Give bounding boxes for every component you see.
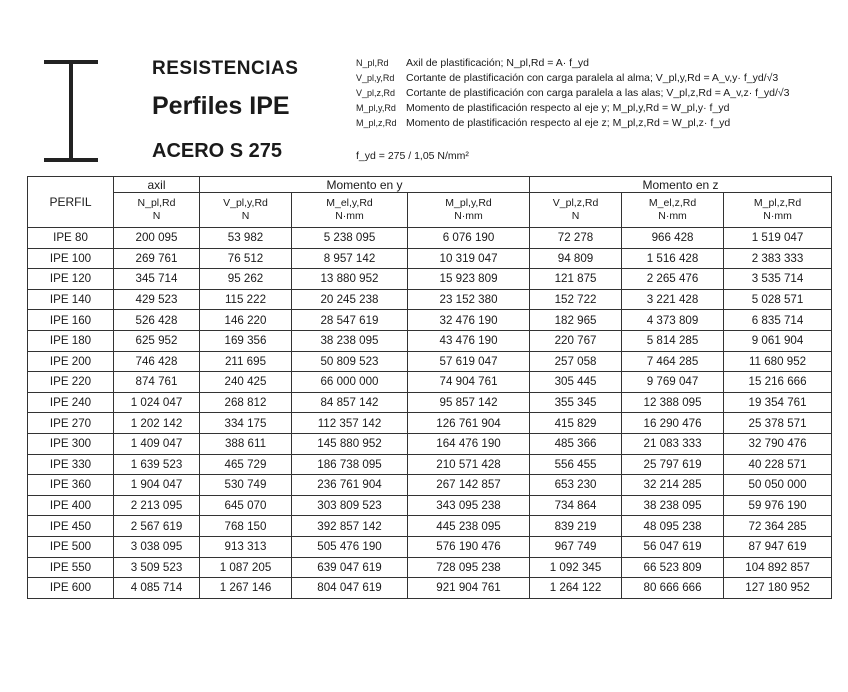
value-cell: 32 214 285 xyxy=(622,475,724,496)
value-cell: 72 364 285 xyxy=(724,516,832,537)
value-cell: 2 265 476 xyxy=(622,269,724,290)
perfil-cell: IPE 120 xyxy=(28,269,114,290)
value-cell: 146 220 xyxy=(200,310,292,331)
table-row xyxy=(28,289,832,310)
table-row xyxy=(28,516,832,537)
value-cell: 10 319 047 xyxy=(408,248,530,269)
column-header xyxy=(408,193,530,228)
value-cell: 1 519 047 xyxy=(724,228,832,249)
value-cell: 16 290 476 xyxy=(622,413,724,434)
value-cell: 388 611 xyxy=(200,433,292,454)
perfil-cell: IPE 140 xyxy=(28,289,114,310)
value-cell: 334 175 xyxy=(200,413,292,434)
legend-text: Momento de plastificación respecto al eje y; M_pl,y,Rd = W_pl,y· f_yd xyxy=(406,102,730,114)
value-cell: 445 238 095 xyxy=(408,516,530,537)
value-cell: 11 680 952 xyxy=(724,351,832,372)
value-cell: 921 904 761 xyxy=(408,578,530,599)
column-unit: N xyxy=(571,210,580,222)
value-cell: 53 982 xyxy=(200,228,292,249)
value-cell: 164 476 190 xyxy=(408,433,530,454)
value-cell: 415 829 xyxy=(530,413,622,434)
legend-item xyxy=(356,116,836,131)
value-cell: 625 952 xyxy=(114,330,200,351)
value-cell: 200 095 xyxy=(114,228,200,249)
value-cell: 28 547 619 xyxy=(292,310,408,331)
doc-subtitle: Perfiles IPE xyxy=(152,92,290,120)
perfil-cell: IPE 200 xyxy=(28,351,114,372)
group-header-axil: axil xyxy=(114,177,200,193)
table-row xyxy=(28,475,832,496)
column-symbol: M_el,z,Rd xyxy=(648,197,697,209)
doc-material: ACERO S 275 xyxy=(152,140,283,162)
value-cell: 530 749 xyxy=(200,475,292,496)
value-cell: 66 000 000 xyxy=(292,372,408,393)
value-cell: 145 880 952 xyxy=(292,433,408,454)
value-cell: 84 857 142 xyxy=(292,392,408,413)
value-cell: 104 892 857 xyxy=(724,557,832,578)
perfil-cell: IPE 100 xyxy=(28,248,114,269)
perfil-cell: IPE 220 xyxy=(28,372,114,393)
column-unit: N·mm xyxy=(454,210,483,222)
value-cell: 76 512 xyxy=(200,248,292,269)
value-cell: 839 219 xyxy=(530,516,622,537)
group-header-momento-y: Momento en y xyxy=(200,177,530,193)
perfil-header: PERFIL xyxy=(28,177,114,228)
value-cell: 556 455 xyxy=(530,454,622,475)
value-cell: 74 904 761 xyxy=(408,372,530,393)
value-cell: 9 769 047 xyxy=(622,372,724,393)
column-unit: N xyxy=(152,210,161,222)
value-cell: 56 047 619 xyxy=(622,536,724,557)
column-header xyxy=(724,193,832,228)
value-cell: 1 202 142 xyxy=(114,413,200,434)
column-symbol: N_pl,Rd xyxy=(137,197,176,209)
value-cell: 345 714 xyxy=(114,269,200,290)
value-cell: 269 761 xyxy=(114,248,200,269)
value-cell: 21 083 333 xyxy=(622,433,724,454)
value-cell: 169 356 xyxy=(200,330,292,351)
value-cell: 2 567 619 xyxy=(114,516,200,537)
value-cell: 734 864 xyxy=(530,495,622,516)
value-cell: 95 857 142 xyxy=(408,392,530,413)
value-cell: 639 047 619 xyxy=(292,557,408,578)
legend-symbol: M_pl,y,Rd xyxy=(356,103,396,113)
value-cell: 211 695 xyxy=(200,351,292,372)
value-cell: 66 523 809 xyxy=(622,557,724,578)
value-cell: 94 809 xyxy=(530,248,622,269)
table-row xyxy=(28,495,832,516)
table-row xyxy=(28,248,832,269)
table-row xyxy=(28,536,832,557)
value-cell: 5 028 571 xyxy=(724,289,832,310)
value-cell: 38 238 095 xyxy=(292,330,408,351)
legend-symbol: V_pl,z,Rd xyxy=(356,88,396,98)
group-header-momento-z: Momento en z xyxy=(530,177,832,193)
value-cell: 6 076 190 xyxy=(408,228,530,249)
value-cell: 50 050 000 xyxy=(724,475,832,496)
perfil-cell: IPE 180 xyxy=(28,330,114,351)
value-cell: 966 428 xyxy=(622,228,724,249)
value-cell: 25 378 571 xyxy=(724,413,832,434)
value-cell: 257 058 xyxy=(530,351,622,372)
value-cell: 2 383 333 xyxy=(724,248,832,269)
value-cell: 8 957 142 xyxy=(292,248,408,269)
value-cell: 127 180 952 xyxy=(724,578,832,599)
table-row xyxy=(28,392,832,413)
value-cell: 303 809 523 xyxy=(292,495,408,516)
legend-text: Cortante de plastificación con carga paralela al alma; V_pl,y,Rd = A_v,y· f_yd/√3 xyxy=(406,72,779,84)
value-cell: 1 092 345 xyxy=(530,557,622,578)
value-cell: 355 345 xyxy=(530,392,622,413)
value-cell: 3 038 095 xyxy=(114,536,200,557)
column-unit: N·mm xyxy=(335,210,364,222)
value-cell: 1 409 047 xyxy=(114,433,200,454)
value-cell: 25 797 619 xyxy=(622,454,724,475)
table-row xyxy=(28,310,832,331)
value-cell: 32 476 190 xyxy=(408,310,530,331)
table-row xyxy=(28,330,832,351)
value-cell: 728 095 238 xyxy=(408,557,530,578)
perfil-cell: IPE 400 xyxy=(28,495,114,516)
value-cell: 72 278 xyxy=(530,228,622,249)
perfil-cell: IPE 240 xyxy=(28,392,114,413)
table-row xyxy=(28,413,832,434)
value-cell: 343 095 238 xyxy=(408,495,530,516)
column-header xyxy=(200,193,292,228)
i-beam-icon xyxy=(42,58,102,164)
value-cell: 645 070 xyxy=(200,495,292,516)
perfil-cell: IPE 300 xyxy=(28,433,114,454)
legend-item xyxy=(356,86,836,101)
column-symbol: V_pl,z,Rd xyxy=(552,197,599,209)
value-cell: 267 142 857 xyxy=(408,475,530,496)
value-cell: 746 428 xyxy=(114,351,200,372)
value-cell: 13 880 952 xyxy=(292,269,408,290)
column-header xyxy=(292,193,408,228)
value-cell: 1 639 523 xyxy=(114,454,200,475)
column-symbol: V_pl,y,Rd xyxy=(223,197,268,209)
perfil-cell: IPE 500 xyxy=(28,536,114,557)
value-cell: 5 238 095 xyxy=(292,228,408,249)
perfil-cell: IPE 330 xyxy=(28,454,114,475)
column-header xyxy=(530,193,622,228)
value-cell: 653 230 xyxy=(530,475,622,496)
value-cell: 43 476 190 xyxy=(408,330,530,351)
value-cell: 240 425 xyxy=(200,372,292,393)
column-symbol: M_el,y,Rd xyxy=(326,197,373,209)
value-cell: 95 262 xyxy=(200,269,292,290)
value-cell: 768 150 xyxy=(200,516,292,537)
column-header xyxy=(622,193,724,228)
perfil-cell: IPE 80 xyxy=(28,228,114,249)
value-cell: 236 761 904 xyxy=(292,475,408,496)
fyd-formula: f_yd = 275 / 1,05 N/mm² xyxy=(356,150,469,162)
value-cell: 80 666 666 xyxy=(622,578,724,599)
value-cell: 392 857 142 xyxy=(292,516,408,537)
value-cell: 576 190 476 xyxy=(408,536,530,557)
value-cell: 1 087 205 xyxy=(200,557,292,578)
value-cell: 15 923 809 xyxy=(408,269,530,290)
value-cell: 32 790 476 xyxy=(724,433,832,454)
value-cell: 1 516 428 xyxy=(622,248,724,269)
value-cell: 4 085 714 xyxy=(114,578,200,599)
resistance-table xyxy=(27,176,832,599)
value-cell: 485 366 xyxy=(530,433,622,454)
value-cell: 1 267 146 xyxy=(200,578,292,599)
value-cell: 505 476 190 xyxy=(292,536,408,557)
value-cell: 874 761 xyxy=(114,372,200,393)
value-cell: 804 047 619 xyxy=(292,578,408,599)
value-cell: 6 835 714 xyxy=(724,310,832,331)
value-cell: 20 245 238 xyxy=(292,289,408,310)
doc-title: RESISTENCIAS xyxy=(152,58,299,79)
value-cell: 121 875 xyxy=(530,269,622,290)
value-cell: 526 428 xyxy=(114,310,200,331)
value-cell: 3 535 714 xyxy=(724,269,832,290)
value-cell: 15 216 666 xyxy=(724,372,832,393)
table-row xyxy=(28,351,832,372)
column-symbol: M_pl,z,Rd xyxy=(753,197,802,209)
legend-item xyxy=(356,71,836,86)
value-cell: 913 313 xyxy=(200,536,292,557)
value-cell: 186 738 095 xyxy=(292,454,408,475)
value-cell: 4 373 809 xyxy=(622,310,724,331)
value-cell: 3 221 428 xyxy=(622,289,724,310)
value-cell: 12 388 095 xyxy=(622,392,724,413)
value-cell: 3 509 523 xyxy=(114,557,200,578)
value-cell: 59 976 190 xyxy=(724,495,832,516)
value-cell: 220 767 xyxy=(530,330,622,351)
table-row xyxy=(28,557,832,578)
value-cell: 48 095 238 xyxy=(622,516,724,537)
legend-text: Momento de plastificación respecto al eje z; M_pl,z,Rd = W_pl,z· f_yd xyxy=(406,117,731,129)
legend-symbol: N_pl,Rd xyxy=(356,58,389,68)
column-unit: N·mm xyxy=(763,210,792,222)
value-cell: 268 812 xyxy=(200,392,292,413)
value-cell: 23 152 380 xyxy=(408,289,530,310)
perfil-cell: IPE 270 xyxy=(28,413,114,434)
column-unit: N·mm xyxy=(658,210,687,222)
value-cell: 38 238 095 xyxy=(622,495,724,516)
value-cell: 115 222 xyxy=(200,289,292,310)
table-row xyxy=(28,454,832,475)
legend-symbol: M_pl,z,Rd xyxy=(356,118,397,128)
value-cell: 112 357 142 xyxy=(292,413,408,434)
value-cell: 5 814 285 xyxy=(622,330,724,351)
perfil-cell: IPE 360 xyxy=(28,475,114,496)
value-cell: 40 228 571 xyxy=(724,454,832,475)
legend-item xyxy=(356,56,836,71)
value-cell: 1 904 047 xyxy=(114,475,200,496)
value-cell: 7 464 285 xyxy=(622,351,724,372)
value-cell: 210 571 428 xyxy=(408,454,530,475)
legend-text: Cortante de plastificación con carga paralela a las alas; V_pl,z,Rd = A_v,z· f_yd/√3 xyxy=(406,87,790,99)
value-cell: 465 729 xyxy=(200,454,292,475)
perfil-cell: IPE 450 xyxy=(28,516,114,537)
value-cell: 305 445 xyxy=(530,372,622,393)
legend-text: Axil de plastificación; N_pl,Rd = A· f_yd xyxy=(406,57,589,69)
value-cell: 50 809 523 xyxy=(292,351,408,372)
column-header xyxy=(114,193,200,228)
legend-item xyxy=(356,101,836,116)
value-cell: 967 749 xyxy=(530,536,622,557)
perfil-cell: IPE 600 xyxy=(28,578,114,599)
value-cell: 126 761 904 xyxy=(408,413,530,434)
table-row xyxy=(28,433,832,454)
value-cell: 87 947 619 xyxy=(724,536,832,557)
value-cell: 19 354 761 xyxy=(724,392,832,413)
perfil-cell: IPE 160 xyxy=(28,310,114,331)
value-cell: 57 619 047 xyxy=(408,351,530,372)
legend-symbol: V_pl,y,Rd xyxy=(356,73,395,83)
value-cell: 1 024 047 xyxy=(114,392,200,413)
legend xyxy=(356,56,836,131)
column-symbol: M_pl,y,Rd xyxy=(445,197,492,209)
value-cell: 152 722 xyxy=(530,289,622,310)
value-cell: 429 523 xyxy=(114,289,200,310)
value-cell: 2 213 095 xyxy=(114,495,200,516)
table-row xyxy=(28,228,832,249)
value-cell: 9 061 904 xyxy=(724,330,832,351)
column-unit: N xyxy=(241,210,250,222)
table-row xyxy=(28,578,832,599)
value-cell: 182 965 xyxy=(530,310,622,331)
table-row xyxy=(28,372,832,393)
perfil-cell: IPE 550 xyxy=(28,557,114,578)
value-cell: 1 264 122 xyxy=(530,578,622,599)
table-row xyxy=(28,269,832,290)
